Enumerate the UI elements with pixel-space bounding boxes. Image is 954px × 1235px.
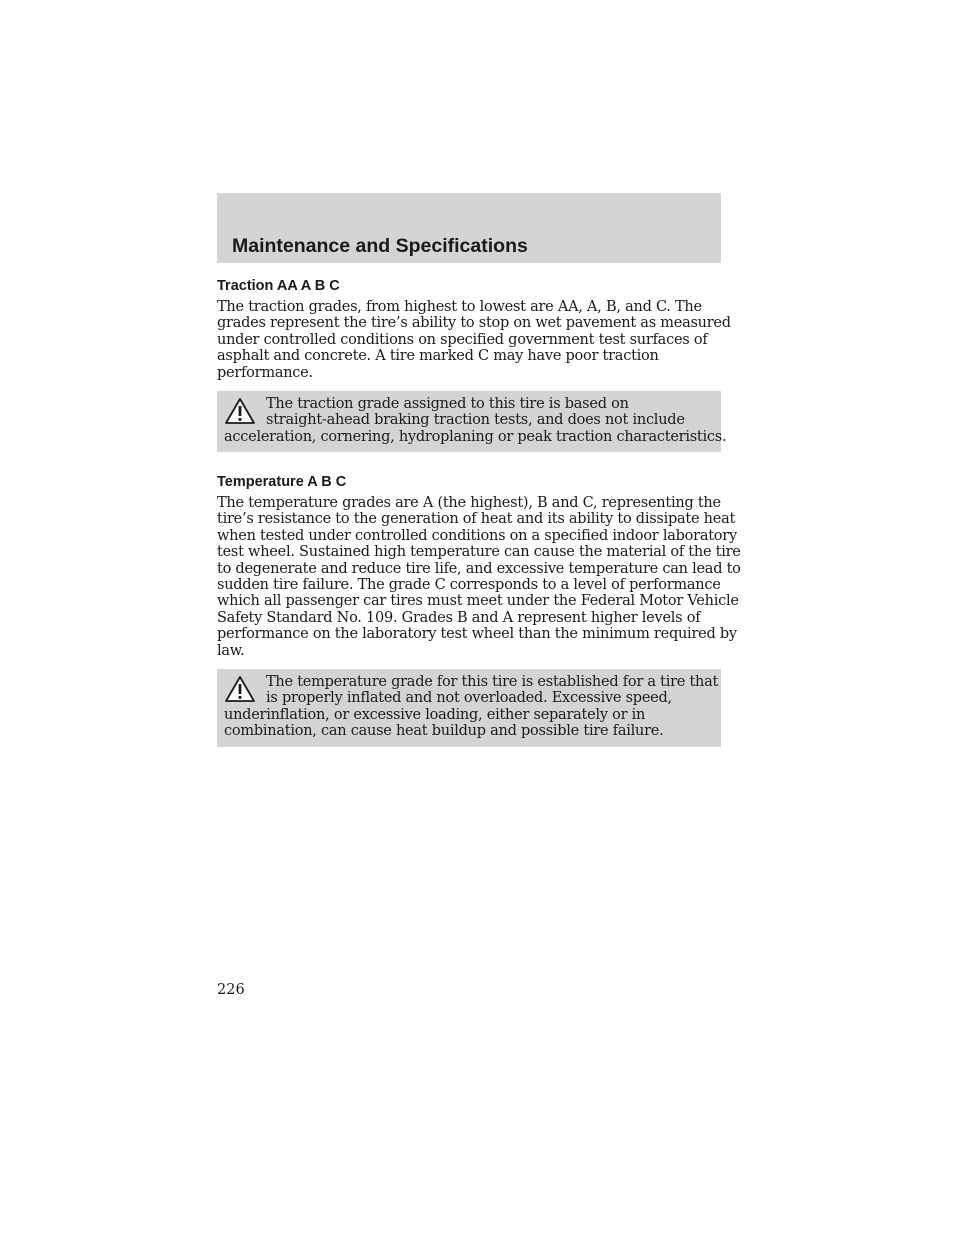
paragraph-line: law.: [217, 642, 245, 659]
warning-triangle-icon: [224, 397, 256, 425]
paragraph-line: performance on the laboratory test wheel than the minimum required by: [217, 626, 737, 643]
warning-triangle-icon: [224, 675, 256, 703]
temperature-paragraph: [217, 495, 741, 659]
paragraph-line: The traction grades, from highest to lowest are AA, A, B, and C. The: [217, 299, 702, 315]
warning-line: straight-ahead braking traction tests, and does not include: [266, 412, 685, 429]
warning-line: combination, can cause heat buildup and possible tire failure.: [224, 723, 664, 740]
paragraph-line: which all passenger car tires must meet under the Federal Motor Vehicle: [217, 593, 739, 610]
paragraph-line: Safety Standard No. 109. Grades B and A represent higher levels of: [217, 609, 701, 626]
traction-warning-text: [224, 396, 727, 445]
paragraph-line: under controlled conditions on specified government test surfaces of: [217, 331, 708, 348]
warning-line: acceleration, cornering, hydroplaning or peak traction characteristics.: [224, 428, 727, 445]
temperature-warning-box: [217, 669, 721, 747]
paragraph-line: to degenerate and reduce tire life, and excessive temperature can lead to: [217, 560, 741, 577]
temperature-heading: Temperature A B C: [217, 474, 347, 490]
page-number: 226: [217, 982, 245, 998]
temperature-section: [217, 473, 741, 659]
warning-line: underinflation, or excessive loading, either separately or in: [224, 706, 646, 723]
warning-line: The traction grade assigned to this tire is based on: [266, 396, 629, 412]
paragraph-line: asphalt and concrete. A tire marked C may have poor traction: [217, 348, 659, 365]
paragraph-line: performance.: [217, 364, 313, 381]
warning-line: is properly inflated and not overloaded. Excessive speed,: [266, 690, 672, 707]
paragraph-line: when tested under controlled conditions on a specified indoor laboratory: [217, 527, 737, 544]
traction-warning-box: [217, 391, 727, 452]
traction-paragraph: [217, 299, 731, 381]
traction-heading: Traction AA A B C: [217, 278, 340, 294]
paragraph-line: sudden tire failure. The grade C corresponds to a level of performance: [217, 577, 721, 594]
section-title: Maintenance and Specifications: [232, 235, 528, 257]
paragraph-line: grades represent the tire’s ability to stop on wet pavement as measured: [217, 315, 731, 332]
warning-line: The temperature grade for this tire is established for a tire that: [266, 674, 719, 690]
traction-section: [217, 277, 731, 381]
paragraph-line: test wheel. Sustained high temperature can cause the material of the tire: [217, 544, 741, 561]
section-header-band: [217, 193, 721, 263]
paragraph-line: tire’s resistance to the generation of heat and its ability to dissipate heat: [217, 511, 736, 528]
temperature-warning-text: [224, 674, 719, 740]
paragraph-line: The temperature grades are A (the highest), B and C, representing the: [217, 495, 721, 511]
